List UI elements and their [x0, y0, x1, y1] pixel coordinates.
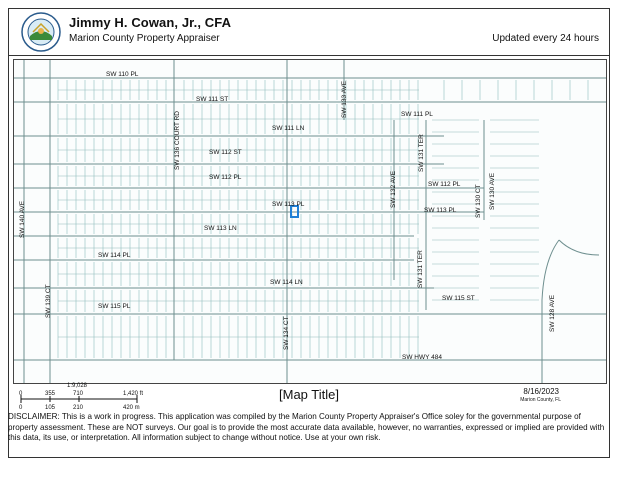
street-label: SW 132 AVE: [390, 170, 397, 208]
parcel-lines: [58, 80, 588, 358]
scale-m-1: 105: [45, 405, 56, 411]
street-label: SW 140 AVE: [19, 200, 26, 238]
parcel-map[interactable]: [14, 60, 606, 383]
street-label: SW 112 ST: [209, 149, 242, 156]
street-label: SW 130 CT: [475, 184, 482, 218]
scale-m-0: 0: [19, 405, 23, 411]
appraiser-name: Jimmy H. Cowan, Jr., CFA: [69, 15, 232, 30]
scale-m-3: 420 m: [123, 405, 140, 411]
street-label: SW 113 LN: [204, 225, 237, 232]
street-label: SW 112 PL: [428, 181, 461, 188]
update-frequency: Updated every 24 hours: [492, 33, 599, 44]
street-label: SW 115 ST: [442, 295, 475, 302]
map-view[interactable]: [13, 59, 607, 384]
street-label: SW 112 PL: [209, 174, 242, 181]
street-label: SW 115 PL: [98, 303, 131, 310]
scale-ratio: 1:9,028: [67, 383, 88, 389]
scale-ft-3: 1,420 ft: [123, 391, 144, 397]
scale-ft-1: 355: [45, 391, 56, 397]
street-label: SW 113 PL: [424, 207, 457, 214]
street-label: SW 113 PL: [272, 201, 305, 208]
print-date: 8/16/2023: [523, 387, 559, 396]
header: [9, 9, 609, 56]
street-label: SW 136 COURT RD: [174, 111, 181, 170]
street-label: SW 139 CT: [45, 284, 52, 318]
street-label: SW 111 PL: [401, 111, 433, 118]
disclaimer-text: DISCLAIMER: This is a work in progress. This application was compiled by the Marion County Property Appraiser's Office soley for the governmental purpose of property assessment. These are NOT surveys. Our goal is to provide the most accurate data available, however, no warranties, expressed or implied are provided with this data, its use, or interpretation. All information subject to change without notice. Use at your own risk.: [8, 412, 605, 442]
street-label: SW 131 TER: [418, 134, 425, 172]
street-label: SW 111 ST: [196, 96, 229, 103]
scale-m-2: 210: [73, 405, 84, 411]
street-label: SW 111 LN: [272, 125, 305, 132]
street-label: SW 133 AVE: [341, 80, 348, 118]
street-label: SW 128 AVE: [549, 294, 556, 332]
county-seal-icon: [21, 12, 61, 52]
office-name: Marion County Property Appraiser: [69, 33, 220, 44]
street-label: SW 114 PL: [98, 252, 131, 259]
street-label: SW 131 TER: [417, 250, 424, 288]
street-label: SW 130 AVE: [489, 172, 496, 210]
map-footer: [9, 385, 609, 409]
map-title: [Map Title]: [279, 387, 339, 402]
street-label: SW HWY 484: [402, 354, 442, 361]
map-print-frame: [8, 8, 610, 458]
street-label: SW 134 CT: [283, 316, 290, 350]
street-label: SW 114 LN: [270, 279, 303, 286]
map-location: Marion County, FL: [520, 397, 561, 403]
scale-ft-0: 0: [19, 391, 23, 397]
scale-ft-2: 710: [73, 391, 84, 397]
street-label: SW 110 PL: [106, 71, 139, 78]
